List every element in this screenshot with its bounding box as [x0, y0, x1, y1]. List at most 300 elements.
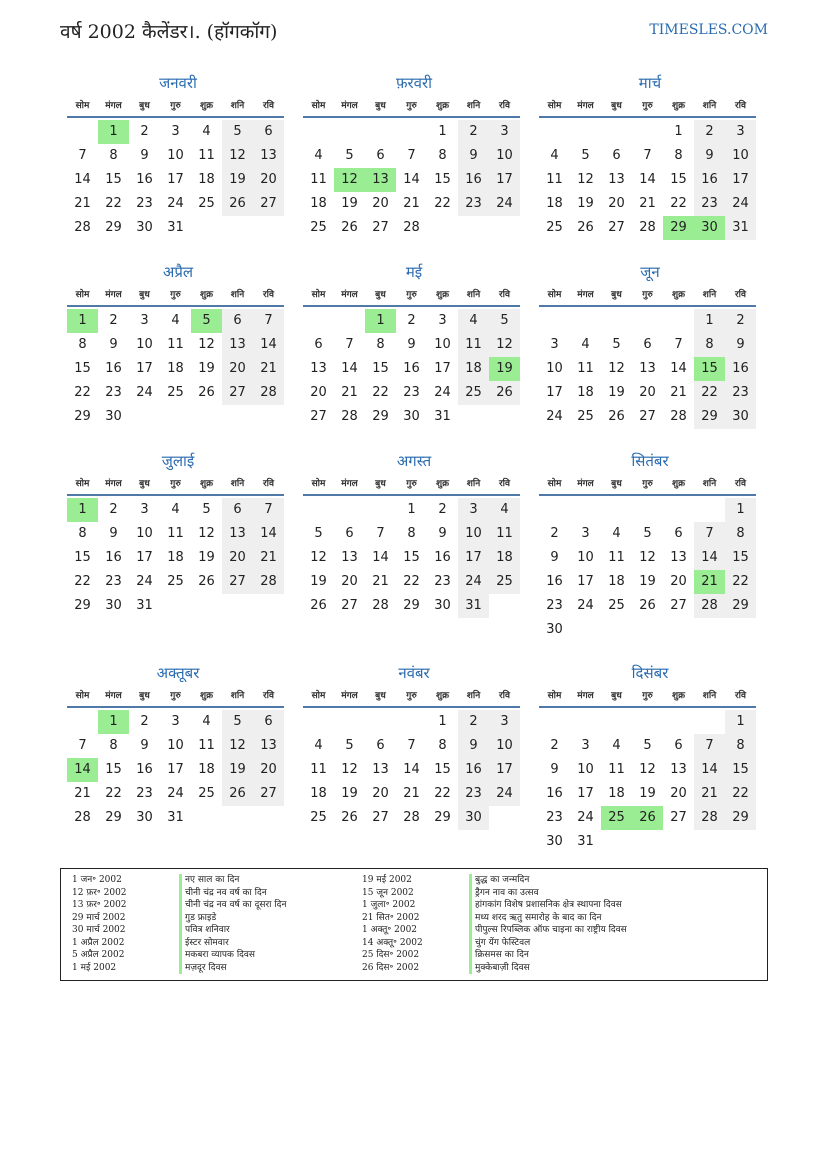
day-cell[interactable]: 29	[372, 409, 389, 424]
day-cell[interactable]: 10	[725, 144, 756, 168]
holiday-day[interactable]: 1	[98, 120, 129, 144]
day-cell[interactable]: 14	[403, 172, 420, 187]
day-cell[interactable]: 22	[434, 786, 451, 801]
day-cell[interactable]: 14	[253, 522, 284, 546]
day-cell[interactable]: 31	[577, 834, 594, 849]
day-cell[interactable]: 25	[608, 598, 625, 613]
day-cell[interactable]: 28	[403, 810, 420, 825]
day-cell[interactable]: 15	[105, 172, 122, 187]
day-cell[interactable]: 2	[458, 120, 489, 144]
day-cell[interactable]: 8	[674, 148, 683, 163]
day-cell[interactable]: 31	[458, 594, 489, 618]
day-cell[interactable]: 29	[105, 810, 122, 825]
day-cell[interactable]: 18	[546, 196, 563, 211]
day-cell[interactable]: 11	[167, 526, 184, 541]
day-cell[interactable]: 19	[310, 574, 327, 589]
day-cell[interactable]: 9	[109, 526, 118, 541]
day-cell[interactable]: 17	[136, 361, 153, 376]
day-cell[interactable]: 7	[407, 148, 416, 163]
day-cell[interactable]: 22	[725, 570, 756, 594]
day-cell[interactable]: 8	[438, 738, 447, 753]
day-cell[interactable]: 10	[577, 762, 594, 777]
day-cell[interactable]: 29	[74, 598, 91, 613]
day-cell[interactable]: 22	[105, 196, 122, 211]
day-cell[interactable]: 7	[674, 337, 683, 352]
day-cell[interactable]: 25	[310, 220, 327, 235]
day-cell[interactable]: 5	[489, 309, 520, 333]
day-cell[interactable]: 24	[489, 782, 520, 806]
day-cell[interactable]: 21	[403, 196, 420, 211]
day-cell[interactable]: 6	[253, 120, 284, 144]
day-cell[interactable]: 9	[550, 762, 559, 777]
day-cell[interactable]: 30	[105, 409, 122, 424]
day-cell[interactable]: 23	[434, 574, 451, 589]
day-cell[interactable]: 9	[140, 148, 149, 163]
day-cell[interactable]: 2	[438, 502, 447, 517]
day-cell[interactable]: 19	[577, 196, 594, 211]
day-cell[interactable]: 7	[345, 337, 354, 352]
day-cell[interactable]: 2	[109, 502, 118, 517]
day-cell[interactable]: 4	[581, 337, 590, 352]
day-cell[interactable]: 20	[670, 574, 687, 589]
day-cell[interactable]: 28	[253, 570, 284, 594]
day-cell[interactable]: 7	[694, 522, 725, 546]
day-cell[interactable]: 9	[550, 550, 559, 565]
day-cell[interactable]: 2	[694, 120, 725, 144]
day-cell[interactable]: 18	[310, 786, 327, 801]
day-cell[interactable]: 5	[314, 526, 323, 541]
day-cell[interactable]: 29	[74, 409, 91, 424]
day-cell[interactable]: 28	[74, 810, 91, 825]
day-cell[interactable]: 6	[222, 309, 253, 333]
day-cell[interactable]: 31	[136, 598, 153, 613]
day-cell[interactable]: 15	[372, 361, 389, 376]
day-cell[interactable]: 22	[74, 385, 91, 400]
day-cell[interactable]: 29	[403, 598, 420, 613]
holiday-day[interactable]: 19	[489, 357, 520, 381]
day-cell[interactable]: 4	[612, 526, 621, 541]
day-cell[interactable]: 14	[341, 361, 358, 376]
day-cell[interactable]: 18	[167, 550, 184, 565]
day-cell[interactable]: 30	[725, 405, 756, 429]
day-cell[interactable]: 5	[643, 738, 652, 753]
day-cell[interactable]: 22	[670, 196, 687, 211]
day-cell[interactable]: 15	[725, 546, 756, 570]
day-cell[interactable]: 28	[403, 220, 420, 235]
day-cell[interactable]: 6	[376, 148, 385, 163]
day-cell[interactable]: 19	[198, 361, 215, 376]
day-cell[interactable]: 30	[546, 622, 563, 637]
day-cell[interactable]: 3	[140, 313, 149, 328]
day-cell[interactable]: 24	[458, 570, 489, 594]
day-cell[interactable]: 14	[639, 172, 656, 187]
day-cell[interactable]: 20	[608, 196, 625, 211]
day-cell[interactable]: 27	[608, 220, 625, 235]
day-cell[interactable]: 25	[577, 409, 594, 424]
day-cell[interactable]: 26	[608, 409, 625, 424]
day-cell[interactable]: 17	[489, 168, 520, 192]
day-cell[interactable]: 22	[372, 385, 389, 400]
day-cell[interactable]: 8	[78, 526, 87, 541]
day-cell[interactable]: 30	[434, 598, 451, 613]
day-cell[interactable]: 4	[314, 148, 323, 163]
day-cell[interactable]: 17	[577, 786, 594, 801]
day-cell[interactable]: 15	[105, 762, 122, 777]
day-cell[interactable]: 11	[608, 762, 625, 777]
day-cell[interactable]: 24	[577, 598, 594, 613]
day-cell[interactable]: 10	[489, 144, 520, 168]
day-cell[interactable]: 13	[639, 361, 656, 376]
day-cell[interactable]: 28	[694, 594, 725, 618]
day-cell[interactable]: 16	[546, 786, 563, 801]
site-link[interactable]: TIMESLES.COM	[649, 22, 768, 38]
day-cell[interactable]: 23	[105, 385, 122, 400]
day-cell[interactable]: 8	[694, 333, 725, 357]
day-cell[interactable]: 13	[253, 144, 284, 168]
day-cell[interactable]: 2	[550, 526, 559, 541]
day-cell[interactable]: 1	[694, 309, 725, 333]
day-cell[interactable]: 17	[458, 546, 489, 570]
day-cell[interactable]: 27	[253, 192, 284, 216]
day-cell[interactable]: 23	[458, 782, 489, 806]
day-cell[interactable]: 29	[105, 220, 122, 235]
day-cell[interactable]: 14	[372, 550, 389, 565]
day-cell[interactable]: 10	[434, 337, 451, 352]
day-cell[interactable]: 25	[458, 381, 489, 405]
day-cell[interactable]: 12	[608, 361, 625, 376]
day-cell[interactable]: 31	[725, 216, 756, 240]
day-cell[interactable]: 16	[458, 168, 489, 192]
day-cell[interactable]: 23	[403, 385, 420, 400]
day-cell[interactable]: 11	[167, 337, 184, 352]
day-cell[interactable]: 26	[222, 192, 253, 216]
day-cell[interactable]: 21	[403, 786, 420, 801]
day-cell[interactable]: 8	[725, 522, 756, 546]
day-cell[interactable]: 27	[670, 810, 687, 825]
day-cell[interactable]: 13	[253, 734, 284, 758]
day-cell[interactable]: 31	[434, 409, 451, 424]
day-cell[interactable]: 9	[458, 734, 489, 758]
day-cell[interactable]: 13	[222, 522, 253, 546]
day-cell[interactable]: 27	[222, 381, 253, 405]
day-cell[interactable]: 23	[546, 598, 563, 613]
day-cell[interactable]: 21	[74, 196, 91, 211]
day-cell[interactable]: 15	[74, 550, 91, 565]
day-cell[interactable]: 19	[341, 786, 358, 801]
day-cell[interactable]: 21	[74, 786, 91, 801]
day-cell[interactable]: 30	[136, 220, 153, 235]
day-cell[interactable]: 27	[639, 409, 656, 424]
day-cell[interactable]: 12	[198, 337, 215, 352]
day-cell[interactable]: 15	[434, 172, 451, 187]
day-cell[interactable]: 7	[407, 738, 416, 753]
day-cell[interactable]: 3	[489, 710, 520, 734]
day-cell[interactable]: 12	[198, 526, 215, 541]
day-cell[interactable]: 17	[725, 168, 756, 192]
day-cell[interactable]: 12	[489, 333, 520, 357]
day-cell[interactable]: 24	[577, 810, 594, 825]
day-cell[interactable]: 10	[136, 337, 153, 352]
day-cell[interactable]: 26	[639, 598, 656, 613]
day-cell[interactable]: 6	[643, 337, 652, 352]
day-cell[interactable]: 29	[725, 806, 756, 830]
day-cell[interactable]: 25	[167, 385, 184, 400]
day-cell[interactable]: 9	[140, 738, 149, 753]
day-cell[interactable]: 4	[171, 313, 180, 328]
day-cell[interactable]: 16	[136, 762, 153, 777]
day-cell[interactable]: 16	[434, 550, 451, 565]
day-cell[interactable]: 28	[341, 409, 358, 424]
day-cell[interactable]: 27	[341, 598, 358, 613]
day-cell[interactable]: 12	[639, 762, 656, 777]
day-cell[interactable]: 3	[438, 313, 447, 328]
day-cell[interactable]: 2	[407, 313, 416, 328]
day-cell[interactable]: 4	[171, 502, 180, 517]
day-cell[interactable]: 7	[643, 148, 652, 163]
day-cell[interactable]: 3	[489, 120, 520, 144]
day-cell[interactable]: 5	[222, 710, 253, 734]
day-cell[interactable]: 13	[222, 333, 253, 357]
day-cell[interactable]: 23	[694, 192, 725, 216]
day-cell[interactable]: 8	[407, 526, 416, 541]
day-cell[interactable]: 16	[546, 574, 563, 589]
day-cell[interactable]: 13	[341, 550, 358, 565]
day-cell[interactable]: 9	[725, 333, 756, 357]
day-cell[interactable]: 24	[546, 409, 563, 424]
day-cell[interactable]: 26	[198, 574, 215, 589]
day-cell[interactable]: 20	[670, 786, 687, 801]
day-cell[interactable]: 1	[438, 124, 447, 139]
day-cell[interactable]: 20	[341, 574, 358, 589]
day-cell[interactable]: 14	[403, 762, 420, 777]
day-cell[interactable]: 8	[109, 738, 118, 753]
day-cell[interactable]: 24	[725, 192, 756, 216]
day-cell[interactable]: 2	[140, 124, 149, 139]
day-cell[interactable]: 30	[546, 834, 563, 849]
holiday-day[interactable]: 29	[663, 216, 694, 240]
holiday-day[interactable]: 14	[67, 758, 98, 782]
day-cell[interactable]: 22	[74, 574, 91, 589]
day-cell[interactable]: 17	[577, 574, 594, 589]
day-cell[interactable]: 17	[136, 550, 153, 565]
day-cell[interactable]: 16	[105, 550, 122, 565]
day-cell[interactable]: 21	[341, 385, 358, 400]
holiday-day[interactable]: 25	[601, 806, 632, 830]
day-cell[interactable]: 21	[694, 782, 725, 806]
day-cell[interactable]: 11	[310, 172, 327, 187]
day-cell[interactable]: 27	[310, 409, 327, 424]
day-cell[interactable]: 20	[372, 786, 389, 801]
day-cell[interactable]: 28	[639, 220, 656, 235]
day-cell[interactable]: 7	[78, 148, 87, 163]
day-cell[interactable]: 20	[253, 168, 284, 192]
day-cell[interactable]: 3	[550, 337, 559, 352]
day-cell[interactable]: 24	[136, 574, 153, 589]
holiday-day[interactable]: 1	[98, 710, 129, 734]
day-cell[interactable]: 24	[167, 786, 184, 801]
day-cell[interactable]: 18	[577, 385, 594, 400]
day-cell[interactable]: 24	[434, 385, 451, 400]
day-cell[interactable]: 1	[725, 710, 756, 734]
day-cell[interactable]: 1	[674, 124, 683, 139]
holiday-day[interactable]: 1	[67, 498, 98, 522]
day-cell[interactable]: 14	[694, 758, 725, 782]
holiday-day[interactable]: 26	[632, 806, 663, 830]
day-cell[interactable]: 25	[546, 220, 563, 235]
day-cell[interactable]: 24	[489, 192, 520, 216]
day-cell[interactable]: 28	[694, 806, 725, 830]
day-cell[interactable]: 5	[345, 738, 354, 753]
day-cell[interactable]: 8	[376, 337, 385, 352]
day-cell[interactable]: 6	[376, 738, 385, 753]
holiday-day[interactable]: 5	[191, 309, 222, 333]
day-cell[interactable]: 19	[222, 758, 253, 782]
day-cell[interactable]: 24	[167, 196, 184, 211]
day-cell[interactable]: 16	[403, 361, 420, 376]
day-cell[interactable]: 30	[458, 806, 489, 830]
day-cell[interactable]: 16	[136, 172, 153, 187]
day-cell[interactable]: 10	[546, 361, 563, 376]
day-cell[interactable]: 17	[489, 758, 520, 782]
day-cell[interactable]: 3	[171, 124, 180, 139]
day-cell[interactable]: 25	[198, 786, 215, 801]
day-cell[interactable]: 30	[105, 598, 122, 613]
day-cell[interactable]: 2	[140, 714, 149, 729]
day-cell[interactable]: 18	[310, 196, 327, 211]
day-cell[interactable]: 6	[674, 526, 683, 541]
day-cell[interactable]: 19	[341, 196, 358, 211]
day-cell[interactable]: 10	[489, 734, 520, 758]
day-cell[interactable]: 20	[222, 546, 253, 570]
day-cell[interactable]: 10	[577, 550, 594, 565]
day-cell[interactable]: 11	[198, 738, 215, 753]
day-cell[interactable]: 21	[253, 546, 284, 570]
day-cell[interactable]: 26	[341, 220, 358, 235]
day-cell[interactable]: 9	[694, 144, 725, 168]
day-cell[interactable]: 15	[74, 361, 91, 376]
holiday-day[interactable]: 30	[694, 216, 725, 240]
day-cell[interactable]: 23	[105, 574, 122, 589]
day-cell[interactable]: 14	[74, 172, 91, 187]
day-cell[interactable]: 30	[403, 409, 420, 424]
day-cell[interactable]: 25	[167, 574, 184, 589]
day-cell[interactable]: 29	[725, 594, 756, 618]
day-cell[interactable]: 17	[167, 762, 184, 777]
day-cell[interactable]: 20	[372, 196, 389, 211]
day-cell[interactable]: 11	[489, 522, 520, 546]
day-cell[interactable]: 13	[310, 361, 327, 376]
day-cell[interactable]: 23	[136, 786, 153, 801]
day-cell[interactable]: 8	[78, 337, 87, 352]
day-cell[interactable]: 18	[608, 786, 625, 801]
day-cell[interactable]: 14	[670, 361, 687, 376]
day-cell[interactable]: 24	[136, 385, 153, 400]
day-cell[interactable]: 29	[694, 405, 725, 429]
day-cell[interactable]: 23	[458, 192, 489, 216]
day-cell[interactable]: 22	[694, 381, 725, 405]
day-cell[interactable]: 6	[345, 526, 354, 541]
day-cell[interactable]: 8	[109, 148, 118, 163]
day-cell[interactable]: 9	[438, 526, 447, 541]
holiday-day[interactable]: 1	[365, 309, 396, 333]
day-cell[interactable]: 7	[253, 309, 284, 333]
day-cell[interactable]: 26	[341, 810, 358, 825]
day-cell[interactable]: 19	[608, 385, 625, 400]
day-cell[interactable]: 4	[458, 309, 489, 333]
day-cell[interactable]: 28	[253, 381, 284, 405]
day-cell[interactable]: 26	[489, 381, 520, 405]
day-cell[interactable]: 6	[253, 710, 284, 734]
day-cell[interactable]: 23	[136, 196, 153, 211]
day-cell[interactable]: 13	[372, 762, 389, 777]
day-cell[interactable]: 5	[581, 148, 590, 163]
day-cell[interactable]: 20	[639, 385, 656, 400]
day-cell[interactable]: 11	[458, 333, 489, 357]
holiday-day[interactable]: 15	[694, 357, 725, 381]
day-cell[interactable]: 6	[674, 738, 683, 753]
day-cell[interactable]: 6	[222, 498, 253, 522]
day-cell[interactable]: 22	[105, 786, 122, 801]
day-cell[interactable]: 31	[167, 220, 184, 235]
day-cell[interactable]: 27	[253, 782, 284, 806]
day-cell[interactable]: 3	[725, 120, 756, 144]
day-cell[interactable]: 7	[694, 734, 725, 758]
day-cell[interactable]: 11	[546, 172, 563, 187]
day-cell[interactable]: 18	[198, 762, 215, 777]
day-cell[interactable]: 3	[581, 526, 590, 541]
day-cell[interactable]: 28	[670, 409, 687, 424]
day-cell[interactable]: 1	[725, 498, 756, 522]
day-cell[interactable]: 23	[725, 381, 756, 405]
day-cell[interactable]: 4	[314, 738, 323, 753]
day-cell[interactable]: 10	[458, 522, 489, 546]
day-cell[interactable]: 15	[725, 758, 756, 782]
day-cell[interactable]: 3	[171, 714, 180, 729]
day-cell[interactable]: 17	[546, 385, 563, 400]
day-cell[interactable]: 10	[136, 526, 153, 541]
day-cell[interactable]: 7	[78, 738, 87, 753]
day-cell[interactable]: 12	[577, 172, 594, 187]
day-cell[interactable]: 19	[198, 550, 215, 565]
day-cell[interactable]: 26	[310, 598, 327, 613]
day-cell[interactable]: 16	[725, 357, 756, 381]
day-cell[interactable]: 25	[198, 196, 215, 211]
day-cell[interactable]: 3	[458, 498, 489, 522]
day-cell[interactable]: 2	[550, 738, 559, 753]
day-cell[interactable]: 25	[489, 570, 520, 594]
day-cell[interactable]: 14	[694, 546, 725, 570]
day-cell[interactable]: 6	[314, 337, 323, 352]
day-cell[interactable]: 2	[725, 309, 756, 333]
day-cell[interactable]: 18	[608, 574, 625, 589]
day-cell[interactable]: 16	[458, 758, 489, 782]
day-cell[interactable]: 14	[253, 333, 284, 357]
day-cell[interactable]: 9	[109, 337, 118, 352]
day-cell[interactable]: 20	[222, 357, 253, 381]
day-cell[interactable]: 26	[577, 220, 594, 235]
day-cell[interactable]: 16	[694, 168, 725, 192]
day-cell[interactable]: 3	[140, 502, 149, 517]
day-cell[interactable]: 16	[105, 361, 122, 376]
day-cell[interactable]: 18	[489, 546, 520, 570]
day-cell[interactable]: 5	[345, 148, 354, 163]
day-cell[interactable]: 12	[222, 734, 253, 758]
day-cell[interactable]: 27	[372, 810, 389, 825]
day-cell[interactable]: 10	[167, 738, 184, 753]
day-cell[interactable]: 15	[403, 550, 420, 565]
day-cell[interactable]: 1	[407, 502, 416, 517]
day-cell[interactable]: 12	[341, 762, 358, 777]
